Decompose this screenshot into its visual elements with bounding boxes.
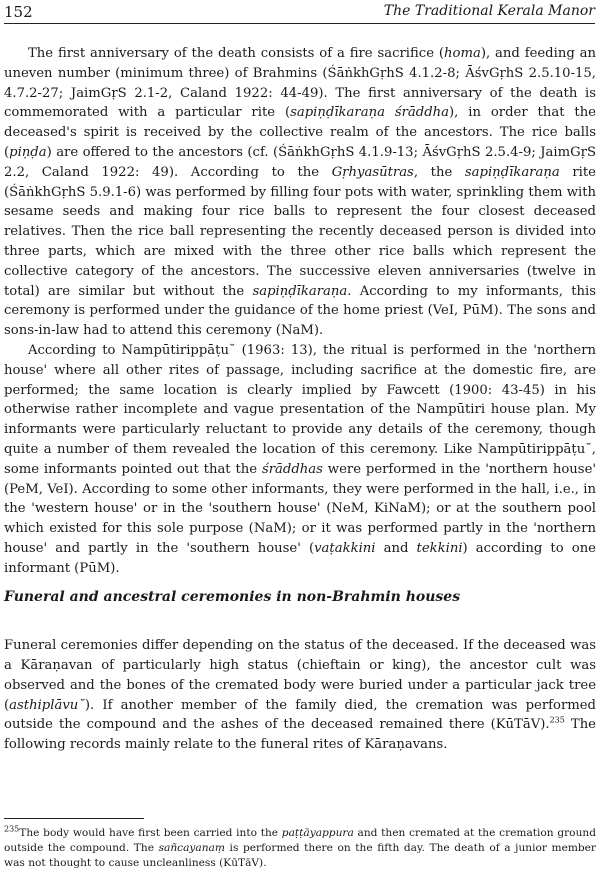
running-title: The Traditional Kerala Manor: [383, 3, 595, 19]
paragraph-location: [4, 341, 596, 579]
italic-term: sapiṇḍīkaraṇa: [464, 164, 560, 180]
footnote-reference[interactable]: 235: [549, 715, 565, 725]
italic-term: homa: [444, 46, 481, 61]
paragraph-first-anniversary: [4, 44, 596, 341]
main-text: [4, 44, 596, 579]
italic-term: sapiṇḍīkaraṇa śrāddha: [290, 105, 449, 121]
text-run: ), in order that the deceased's spirit is received by the collective realm of the ancestors. The rice balls (: [4, 105, 596, 160]
section-heading: Funeral and ancestral ceremonies in non-Brahmin houses: [4, 589, 461, 605]
text-run: were performed in the 'northern house' (PeM, VeI). According to some other informants, they were performed in the hall, i.e., in the 'western house' or in the 'southern house' (NeM, KiNaM); or at the southern pool which existed for this sole purpose (NaM); or it was performed partly in the 'northern house' and partly in the 'southern house' (: [4, 461, 596, 556]
text-run: is performed there on the fifth day. The death of a junior member was not thought to cause uncleanliness (KūTāV).: [4, 842, 596, 869]
footnote-divider: [4, 818, 144, 819]
text-run: ), and feeding an uneven number (minimum three) of Brahmins (ŚāṅkhGṛhS 4.1.2-8; ĀśvGṛhS 2.5.10-15, 4.7.2-27; JaimGṛS 2.1-2, Caland 1922: 44-49). The first anniversary of the death is commemorated with a particular rite (: [4, 46, 597, 121]
section-text: [4, 623, 596, 768]
italic-term: tekkini: [416, 540, 463, 556]
paragraph-funeral-ceremonies: [4, 636, 596, 755]
text-run: ) are offered to the ancestors (cf. (ŚāṅkhGṛhS 4.1.9-13; ĀśvGṛhS 2.5.4-9; JaimGṛS 2.2, Caland 1922: 49). According to the: [4, 144, 596, 180]
text-run: . According to my informants, this ceremony is performed under the guidance of the home priest (VeI, PūM). The sons and sons-in-law had to attend this ceremony (NaM).: [4, 283, 596, 339]
text-run: rite (ŚāṅkhGṛhS 5.9.1-6) was performed by filling four pots with water, sprinkling them with sesame seeds and making four rice balls to represent the four closest deceased relatives. Then the rice ball representing the recently deceased person is divided into three parts, which are mixed with the three other rice balls which represent the collective category of the ancestors. The successive eleven anniversaries (twelve in total) are similar but without the: [4, 164, 596, 299]
text-run: The first anniversary of the death consists of a fire sacrifice (: [28, 46, 445, 61]
italic-term: piṇḍa: [9, 144, 47, 160]
footnote-number: 235: [4, 824, 20, 834]
text-run: Funeral ceremonies differ depending on the status of the deceased. If the deceased was a Kāraṇavan of particularly high status (chieftain or king), the ancestor cult was observed and the bones of the cremated body were buried under a particular jack tree (: [4, 638, 596, 713]
text-run: ). If another member of the family died, the cremation was performed outside the compound and the ashes of the deceased remained there (KūTāV).: [4, 697, 596, 733]
text-run: and then cremated at the cremation ground outside the compound. The: [4, 827, 596, 854]
text-run: , the: [413, 164, 465, 180]
italic-term: paṭṭāyappura: [281, 827, 354, 839]
italic-term: asthiplāvu˘: [9, 697, 85, 713]
italic-term: sapiṇḍīkaraṇa: [252, 283, 348, 299]
text-run: and: [375, 540, 417, 556]
text-run: The following records mainly relate to the funeral rites of Kāraṇavans.: [4, 717, 596, 753]
italic-term: Gṛhyasūtras: [331, 164, 414, 180]
italic-term: śrāddhas: [261, 461, 323, 477]
text-run: ) according to one informant (PūM).: [4, 540, 596, 576]
text-run: The body would have first been carried into the: [19, 827, 282, 839]
footnote: [4, 826, 596, 871]
italic-term: sañcayanaṃ: [158, 842, 225, 854]
italic-term: vaṭakkini: [314, 540, 376, 556]
page-number: 152: [4, 3, 33, 21]
page-header: [4, 3, 595, 24]
text-run: According to Nampūtirippāṭu˘ (1963: 13), the ritual is performed in the 'northern house' where all other rites of passage, including sacrifice at the domestic fire, are performed; the same location is clearly implied by Fawcett (1900: 43-45) in his otherwise rather incomplete and vague presentation of the Nampūtiri house plan. My informants were particularly reluctant to provide any details of the ceremony, though quite a number of them revealed the location of this ceremony. Like Nampūtirippāṭu˘, some informants pointed out that the: [4, 342, 596, 477]
